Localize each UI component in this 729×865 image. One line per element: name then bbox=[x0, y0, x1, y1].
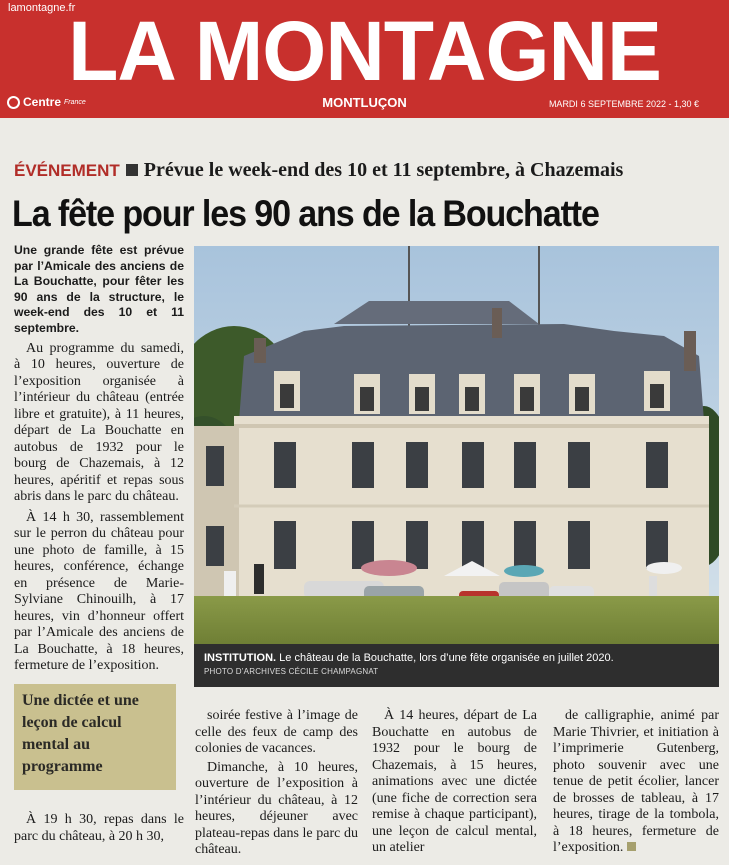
chateau-photo bbox=[194, 246, 719, 644]
end-square-icon bbox=[627, 842, 636, 851]
article-column-1-end bbox=[14, 812, 184, 845]
caption-tag: INSTITUTION. bbox=[204, 652, 277, 664]
highlight-box: Une dictée et une leçon de calcul mental au programme bbox=[14, 684, 176, 790]
site-url: lamontagne.fr bbox=[8, 2, 76, 14]
article-paragraph: soirée festive à l’image de celle des feux de camp des colonies de vacances. bbox=[195, 708, 358, 756]
article-end-text: de calligraphie, animé par Marie Thivrier, et initiation à l’imprimerie Gutenberg, photo souvenir avec une tenue de petit écolier, lancer de brosses de tableau, à 17 heures, tirage de la tombola, à 18 heures, fermeture de l’exposition. bbox=[553, 708, 719, 855]
photo-caption bbox=[194, 644, 719, 687]
newspaper-title: LA MONTAGNE bbox=[68, 4, 661, 98]
article-paragraph: À 19 h 30, repas dans le parc du château, à 20 h 30, bbox=[14, 812, 184, 844]
article-paragraph: À 14 h 30, rassemblement sur le perron du château pour une photo de famille, à 15 heures, conférence, échange en présence de Marie-Sylviane Chinouilh, à 17 heures, vin d’honneur offert par l’Amicale des anciens de La Bouchatte, à 18 heures, fermeture de l’exposition. bbox=[14, 509, 184, 674]
article-column-4 bbox=[553, 708, 719, 857]
kicker-text: Prévue le week-end des 10 et 11 septembre, à Chazemais bbox=[143, 159, 624, 181]
article-kicker bbox=[14, 159, 623, 182]
chateau-image bbox=[194, 246, 719, 644]
caption-text: Le château de la Bouchatte, lors d’une fête organisée en juillet 2020. bbox=[279, 652, 614, 664]
group-name: Centre bbox=[23, 95, 62, 109]
article-lede: Une grande fête est prévue par l’Amicale des anciens de La Bouchatte, pour fêter les 90 ans de la structure, le week-end des 10 et 11 septembre. bbox=[14, 243, 184, 335]
caption-line bbox=[204, 652, 709, 664]
article-column-2 bbox=[195, 708, 358, 859]
masthead bbox=[0, 0, 729, 118]
article-paragraph: Dimanche, à 10 heures, ouverture de l’exposition à l’intérieur du château, à 12 heures, déjeuner avec plateau-repas dans le parc du château. bbox=[195, 759, 358, 857]
date-price: MARDI 6 SEPTEMBRE 2022 - 1,30 € bbox=[548, 99, 699, 109]
article-paragraph bbox=[553, 708, 719, 857]
kicker-tag: ÉVÉNEMENT bbox=[14, 161, 120, 180]
group-sub: France bbox=[64, 98, 86, 106]
article-paragraph: Au programme du samedi, à 10 heures, ouverture de l’exposition organisée à l’intérieur du château (entrée libre et gratuite), à 11 heures, départ de La Bouchatte en autobus de 1932 pour le bourg de Chazemais, à 12 heures, apéritif et repas sous abris dans le parc du château. bbox=[14, 340, 184, 505]
article-paragraph: À 14 heures, départ de La Bouchatte en autobus de 1932 pour le bourg de Chazemais, à 15 heures, animations avec une dictée (une fiche de correction sera remise à chaque participant), une leçon de calcul mental, un atelier bbox=[372, 708, 537, 855]
article-column-3 bbox=[372, 708, 537, 857]
article-column-1 bbox=[14, 243, 184, 679]
photo-credit: PHOTO D’ARCHIVES CÉCILE CHAMPAGNAT bbox=[204, 667, 379, 676]
kicker-square-icon bbox=[126, 164, 138, 176]
headline: La fête pour les 90 ans de la Bouchatte bbox=[12, 193, 599, 234]
edition-name: MONTLUÇON bbox=[322, 95, 407, 110]
